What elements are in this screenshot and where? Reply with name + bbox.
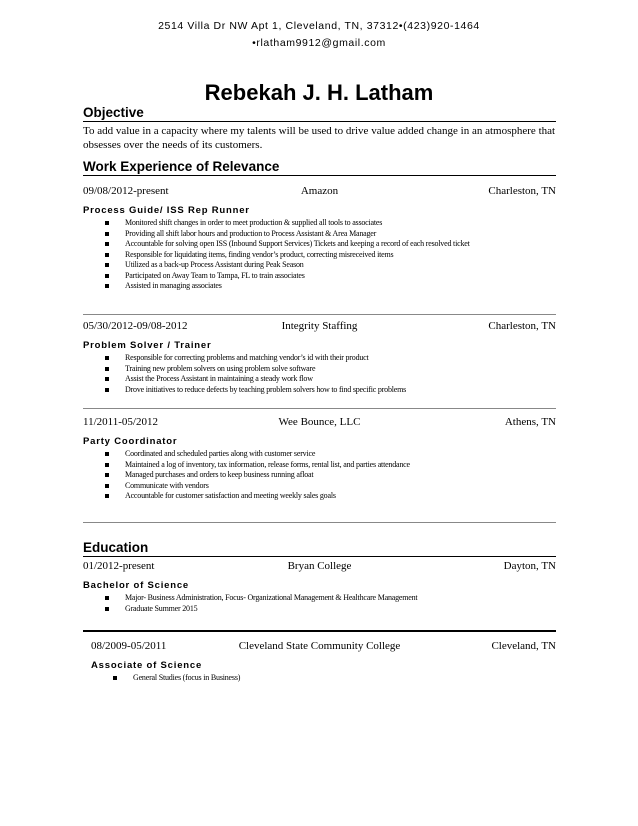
bullet-icon [105, 221, 109, 225]
list-item: Assisted in managing associates [83, 281, 556, 292]
job-company: Amazon [300, 185, 339, 197]
school-entry [83, 640, 556, 684]
job-date: 09/08/2012-present [83, 185, 169, 197]
job-date: 11/2011-05/2012 [83, 416, 158, 428]
job-location: Charleston, TN [488, 185, 556, 197]
job-bullets [83, 218, 556, 292]
bullet-icon [105, 263, 109, 267]
school-date: 01/2012-present [83, 560, 155, 572]
job-entry [83, 185, 556, 292]
job-role: Problem Solver / Trainer [83, 340, 212, 351]
list-item: Responsible for liquidating items, finding vendor’s product, correcting misreceived items [83, 250, 556, 261]
bullet-icon [105, 484, 109, 488]
bullet-icon [105, 232, 109, 236]
list-item: Managed purchases and orders to keep business running afloat [83, 470, 556, 481]
list-item: Accountable for solving open ISS (Inbound Support Services) Tickets and keeping a record of each resolved ticket [83, 239, 556, 250]
job-bullets [83, 449, 556, 502]
bullet-icon [105, 367, 109, 371]
job-entry [83, 320, 556, 395]
degree: Associate of Science [91, 660, 203, 671]
bullet-icon [105, 473, 109, 477]
degree: Bachelor of Science [83, 580, 190, 591]
list-item: Major- Business Administration, Focus- Organizational Management & Healthcare Management [83, 593, 556, 604]
experience-heading: Work Experience of Relevance [83, 158, 556, 176]
school-date: 08/2009-05/2011 [91, 640, 167, 652]
school-name: Bryan College [287, 560, 352, 572]
job-role: Process Guide/ ISS Rep Runner [83, 205, 250, 216]
job-company: Integrity Staffing [281, 320, 358, 332]
school-bullets [83, 593, 556, 614]
job-header [83, 416, 556, 432]
bullet-icon [105, 274, 109, 278]
bullet-icon [105, 463, 109, 467]
list-item: Utilized as a back-up Process Assistant during Peak Season [83, 260, 556, 271]
list-item: Accountable for customer satisfaction and meeting weekly sales goals [83, 491, 556, 502]
list-item: Coordinated and scheduled parties along with customer service [83, 449, 556, 460]
education-section [83, 539, 556, 557]
bullet-icon [105, 253, 109, 257]
list-item: Participated on Away Team to Tampa, FL to train associates [83, 271, 556, 282]
list-item: Drove initiatives to reduce defects by teaching problem solvers how to find specific problems [83, 385, 556, 396]
list-item: Responsible for correcting problems and matching vendor’s id with their product [83, 353, 556, 364]
list-item: Training new problem solvers on using problem solve software [83, 364, 556, 375]
objective-heading: Objective [83, 104, 556, 122]
contact-address-phone: 2514 Villa Dr NW Apt 1, Cleveland, TN, 37312•(423)920-1464 [158, 20, 480, 32]
list-item: Monitored shift changes in order to meet production & supplied all tools to associates [83, 218, 556, 229]
bullet-icon [105, 607, 109, 611]
job-bullets [83, 353, 556, 395]
bullet-icon [105, 242, 109, 246]
candidate-name: Rebekah J. H. Latham [204, 80, 434, 105]
list-item: Providing all shift labor hours and production to Process Assistant & Area Manager [83, 229, 556, 240]
objective-section [83, 104, 556, 152]
bullet-icon [105, 284, 109, 288]
school-location: Dayton, TN [503, 560, 556, 572]
divider [83, 314, 556, 315]
bullet-icon [105, 356, 109, 360]
list-item: Maintained a log of inventory, tax information, release forms, rental list, and parties attendance [83, 460, 556, 471]
divider [83, 408, 556, 409]
list-item: Assist the Process Assistant in maintaining a steady work flow [83, 374, 556, 385]
school-location: Cleveland, TN [491, 640, 556, 652]
bullet-icon [105, 377, 109, 381]
job-location: Athens, TN [504, 416, 556, 428]
list-item: Communicate with vendors [83, 481, 556, 492]
bullet-icon [105, 388, 109, 392]
school-bullets [91, 673, 556, 684]
contact-email: •rlatham9912@gmail.com [252, 37, 386, 49]
bullet-icon [105, 452, 109, 456]
experience-section [83, 158, 556, 176]
school-header [83, 640, 556, 656]
bullet-icon [105, 494, 109, 498]
school-header [83, 560, 556, 576]
job-header [83, 320, 556, 336]
school-name: Cleveland State Community College [238, 640, 401, 652]
education-heading: Education [83, 539, 556, 557]
objective-text: To add value in a capacity where my talents will be used to drive value added change in an atmosphere that obsesses over the needs of its customers. [83, 125, 556, 151]
job-role: Party Coordinator [83, 436, 178, 447]
divider [83, 630, 556, 632]
bullet-icon [113, 676, 117, 680]
list-item: General Studies (focus in Business) [91, 673, 556, 684]
bullet-icon [105, 596, 109, 600]
divider [83, 522, 556, 523]
school-entry [83, 560, 556, 614]
job-header [83, 185, 556, 201]
list-item: Graduate Summer 2015 [83, 604, 556, 615]
job-date: 05/30/2012-09/08-2012 [83, 320, 188, 332]
job-company: Wee Bounce, LLC [278, 416, 361, 428]
job-entry [83, 416, 556, 502]
job-location: Charleston, TN [488, 320, 556, 332]
